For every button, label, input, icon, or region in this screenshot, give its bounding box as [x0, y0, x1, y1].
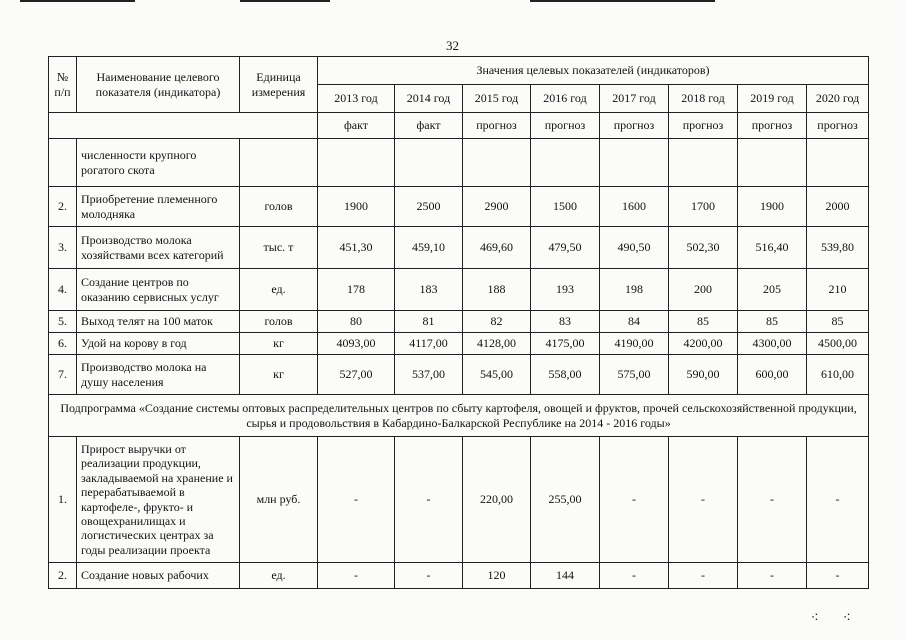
indicator-value: 4093,00	[318, 333, 395, 355]
indicator-value: -	[669, 563, 738, 589]
indicator-value	[669, 139, 738, 187]
header-year: 2019 год	[738, 85, 807, 113]
indicator-value: -	[738, 437, 807, 563]
indicator-name: Создание центров по оказанию сервисных услуг	[77, 269, 240, 311]
header-unit: Единица измерения	[240, 57, 318, 113]
indicator-value: 205	[738, 269, 807, 311]
indicator-value: 527,00	[318, 355, 395, 395]
scan-artifact-dots: ⁖⁖	[810, 610, 875, 626]
indicator-value: 120	[463, 563, 531, 589]
indicator-value: 85	[738, 311, 807, 333]
header-row-1	[49, 57, 869, 85]
indicator-name: Приобретение племенного молодняка	[77, 187, 240, 227]
indicator-value: 1500	[531, 187, 600, 227]
indicator-value: -	[600, 563, 669, 589]
header-status: прогноз	[463, 113, 531, 139]
indicator-value: 85	[669, 311, 738, 333]
indicator-value: 2000	[807, 187, 869, 227]
header-year: 2015 год	[463, 85, 531, 113]
row-number: 7.	[49, 355, 77, 395]
header-status: прогноз	[531, 113, 600, 139]
header-year: 2013 год	[318, 85, 395, 113]
header-status: факт	[395, 113, 463, 139]
indicator-value	[395, 139, 463, 187]
indicator-value: 516,40	[738, 227, 807, 269]
scan-line-mid	[240, 0, 330, 2]
header-year: 2017 год	[600, 85, 669, 113]
subprogram-row	[49, 395, 869, 437]
indicator-name: Выход телят на 100 маток	[77, 311, 240, 333]
indicator-value: 590,00	[669, 355, 738, 395]
indicator-name: Удой на корову в год	[77, 333, 240, 355]
indicator-value: 610,00	[807, 355, 869, 395]
indicator-name: Создание новых рабочих	[77, 563, 240, 589]
indicator-name: Прирост выручки от реализации продукции, закладываемой на хранение и перерабатываемой в картофеле-, фрукто- и овощехранилищах и логистических центрах за годы реализации проекта	[77, 437, 240, 563]
table-row	[49, 139, 869, 187]
indicator-unit: млн руб.	[240, 437, 318, 563]
indicator-value: 575,00	[600, 355, 669, 395]
indicator-value	[463, 139, 531, 187]
header-status: прогноз	[738, 113, 807, 139]
indicator-value: -	[395, 437, 463, 563]
row-number	[49, 139, 77, 187]
header-status: факт	[318, 113, 395, 139]
table-row	[49, 187, 869, 227]
indicator-value: 2500	[395, 187, 463, 227]
indicator-value	[318, 139, 395, 187]
indicator-value: 545,00	[463, 355, 531, 395]
row-number: 1.	[49, 437, 77, 563]
row-number: 2.	[49, 187, 77, 227]
indicator-value: 210	[807, 269, 869, 311]
scan-line-left	[20, 0, 135, 2]
indicator-value: 4190,00	[600, 333, 669, 355]
indicator-unit: голов	[240, 311, 318, 333]
table-row	[49, 269, 869, 311]
indicator-value: 600,00	[738, 355, 807, 395]
header-year: 2018 год	[669, 85, 738, 113]
header-status: прогноз	[600, 113, 669, 139]
indicator-name: Производство молока хозяйствами всех категорий	[77, 227, 240, 269]
table-row	[49, 311, 869, 333]
row-number: 3.	[49, 227, 77, 269]
indicator-value: 558,00	[531, 355, 600, 395]
indicator-value: 539,80	[807, 227, 869, 269]
page-number: 32	[446, 38, 459, 53]
indicator-value: 188	[463, 269, 531, 311]
table-body	[49, 57, 869, 589]
indicator-value: -	[669, 437, 738, 563]
indicator-value: 80	[318, 311, 395, 333]
indicator-value: 459,10	[395, 227, 463, 269]
scan-line-right	[530, 0, 715, 2]
indicator-value: -	[600, 437, 669, 563]
table-row	[49, 355, 869, 395]
indicator-value: 144	[531, 563, 600, 589]
indicator-unit	[240, 139, 318, 187]
indicator-value: -	[807, 437, 869, 563]
indicators-table	[48, 56, 869, 589]
indicator-value: 183	[395, 269, 463, 311]
indicator-value: 451,30	[318, 227, 395, 269]
indicator-value: 537,00	[395, 355, 463, 395]
table-row	[49, 563, 869, 589]
indicator-unit: ед.	[240, 269, 318, 311]
indicator-value: -	[807, 563, 869, 589]
indicator-value: 469,60	[463, 227, 531, 269]
indicator-value: -	[318, 563, 395, 589]
row-number: 2.	[49, 563, 77, 589]
indicator-unit: голов	[240, 187, 318, 227]
indicator-name: численности крупного рогатого скота	[77, 139, 240, 187]
indicator-value: 4128,00	[463, 333, 531, 355]
indicator-value: -	[738, 563, 807, 589]
header-num: № п/п	[49, 57, 77, 113]
status-spacer	[49, 113, 318, 139]
indicator-value: 4500,00	[807, 333, 869, 355]
header-name: Наименование целевого показателя (индикатора)	[77, 57, 240, 113]
indicator-value: 502,30	[669, 227, 738, 269]
indicator-value: 81	[395, 311, 463, 333]
indicator-value: -	[395, 563, 463, 589]
row-number: 4.	[49, 269, 77, 311]
indicator-unit: тыс. т	[240, 227, 318, 269]
indicator-value	[600, 139, 669, 187]
row-number: 5.	[49, 311, 77, 333]
indicator-value: 1700	[669, 187, 738, 227]
row-number: 6.	[49, 333, 77, 355]
indicator-value: 220,00	[463, 437, 531, 563]
header-values-title: Значения целевых показателей (индикаторов)	[318, 57, 869, 85]
indicator-value: 193	[531, 269, 600, 311]
indicator-value: 490,50	[600, 227, 669, 269]
indicator-unit: кг	[240, 355, 318, 395]
indicator-value: 84	[600, 311, 669, 333]
header-status: прогноз	[669, 113, 738, 139]
indicator-value: 85	[807, 311, 869, 333]
indicator-value: 83	[531, 311, 600, 333]
indicator-unit: кг	[240, 333, 318, 355]
indicator-value: 200	[669, 269, 738, 311]
indicator-value: 1900	[318, 187, 395, 227]
indicator-value: 4175,00	[531, 333, 600, 355]
table-row	[49, 227, 869, 269]
indicator-value: 4300,00	[738, 333, 807, 355]
indicator-value: 2900	[463, 187, 531, 227]
table-row	[49, 437, 869, 563]
header-year: 2016 год	[531, 85, 600, 113]
indicator-value: 178	[318, 269, 395, 311]
header-year: 2014 год	[395, 85, 463, 113]
indicator-value: 1600	[600, 187, 669, 227]
indicator-value	[531, 139, 600, 187]
header-year: 2020 год	[807, 85, 869, 113]
indicator-name: Производство молока на душу населения	[77, 355, 240, 395]
indicator-value: 4200,00	[669, 333, 738, 355]
indicator-value	[738, 139, 807, 187]
indicator-value: 4117,00	[395, 333, 463, 355]
indicator-value	[807, 139, 869, 187]
indicator-value: 198	[600, 269, 669, 311]
subprogram-title: Подпрограмма «Создание системы оптовых распределительных центров по сбыту картофеля, овощей и фруктов, прочей сельскохозяйственной продукции, сырья и продовольствия в Кабардино-Балкарской Республике на 2014 - 2016 годы»	[49, 395, 869, 437]
header-status-row	[49, 113, 869, 139]
table-row	[49, 333, 869, 355]
indicator-value: 1900	[738, 187, 807, 227]
indicator-unit: ед.	[240, 563, 318, 589]
header-status: прогноз	[807, 113, 869, 139]
indicator-value: 479,50	[531, 227, 600, 269]
indicator-value: -	[318, 437, 395, 563]
indicator-value: 255,00	[531, 437, 600, 563]
indicator-value: 82	[463, 311, 531, 333]
